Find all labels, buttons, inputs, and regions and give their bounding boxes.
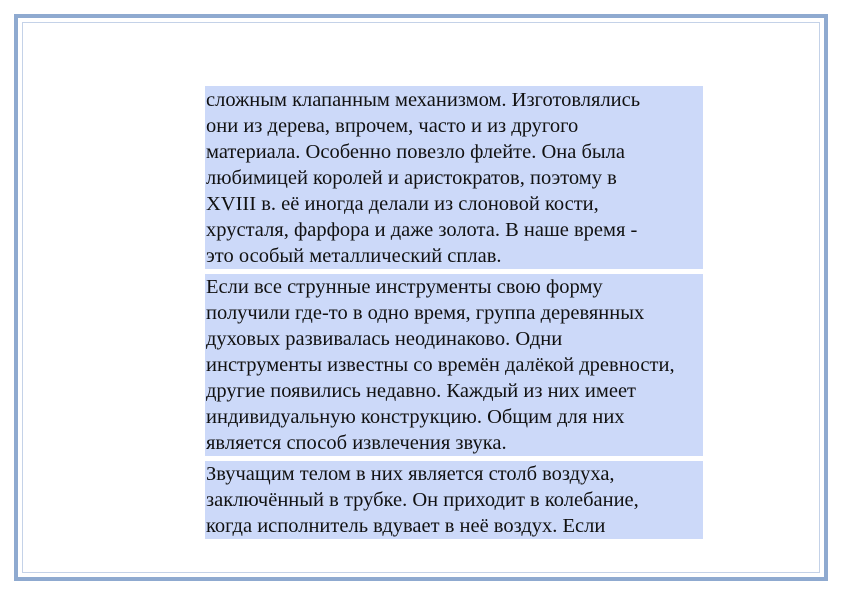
paragraph-line: материала. Особенно повезло флейте. Она была — [206, 141, 626, 163]
paragraph-line: сложным клапанным механизмом. Изготовлялись — [206, 89, 641, 111]
paragraph-line: инструменты известны со времён далёкой древности, — [206, 354, 675, 376]
paragraph-line: любимицей королей и аристократов, поэтому в — [206, 167, 617, 189]
paragraph-line: индивидуальную конструкцию. Общим для них — [206, 406, 625, 428]
paragraph-line: Если все струнные инструменты свою форму — [206, 276, 603, 298]
paragraph-line: заключённый в трубке. Он приходит в колебание, — [206, 489, 639, 511]
paragraph-line: является способ извлечения звука. — [206, 432, 507, 454]
paragraph-line: XVIII в. её иногда делали из слоновой кости, — [206, 193, 599, 215]
paragraph-line: духовых развивалась неодинаково. Одни — [206, 328, 563, 350]
paragraph-1 — [205, 86, 703, 269]
paragraph-line: хрусталя, фарфора и даже золота. В наше время - — [206, 219, 638, 241]
paragraph-line: другие появились недавно. Каждый из них имеет — [206, 380, 636, 402]
paragraph-line: когда исполнитель вдувает в неё воздух. Если — [206, 515, 606, 537]
paragraph-line: это особый металлический сплав. — [206, 245, 502, 267]
paragraph-2 — [205, 274, 703, 456]
paragraph-line: они из дерева, впрочем, часто и из другого — [206, 115, 579, 137]
paragraph-3 — [205, 461, 703, 539]
text-column — [205, 86, 703, 546]
paragraph-line: получили где-то в одно время, группа деревянных — [206, 302, 645, 324]
paragraph-line: Звучащим телом в них является столб воздуха, — [206, 463, 615, 485]
